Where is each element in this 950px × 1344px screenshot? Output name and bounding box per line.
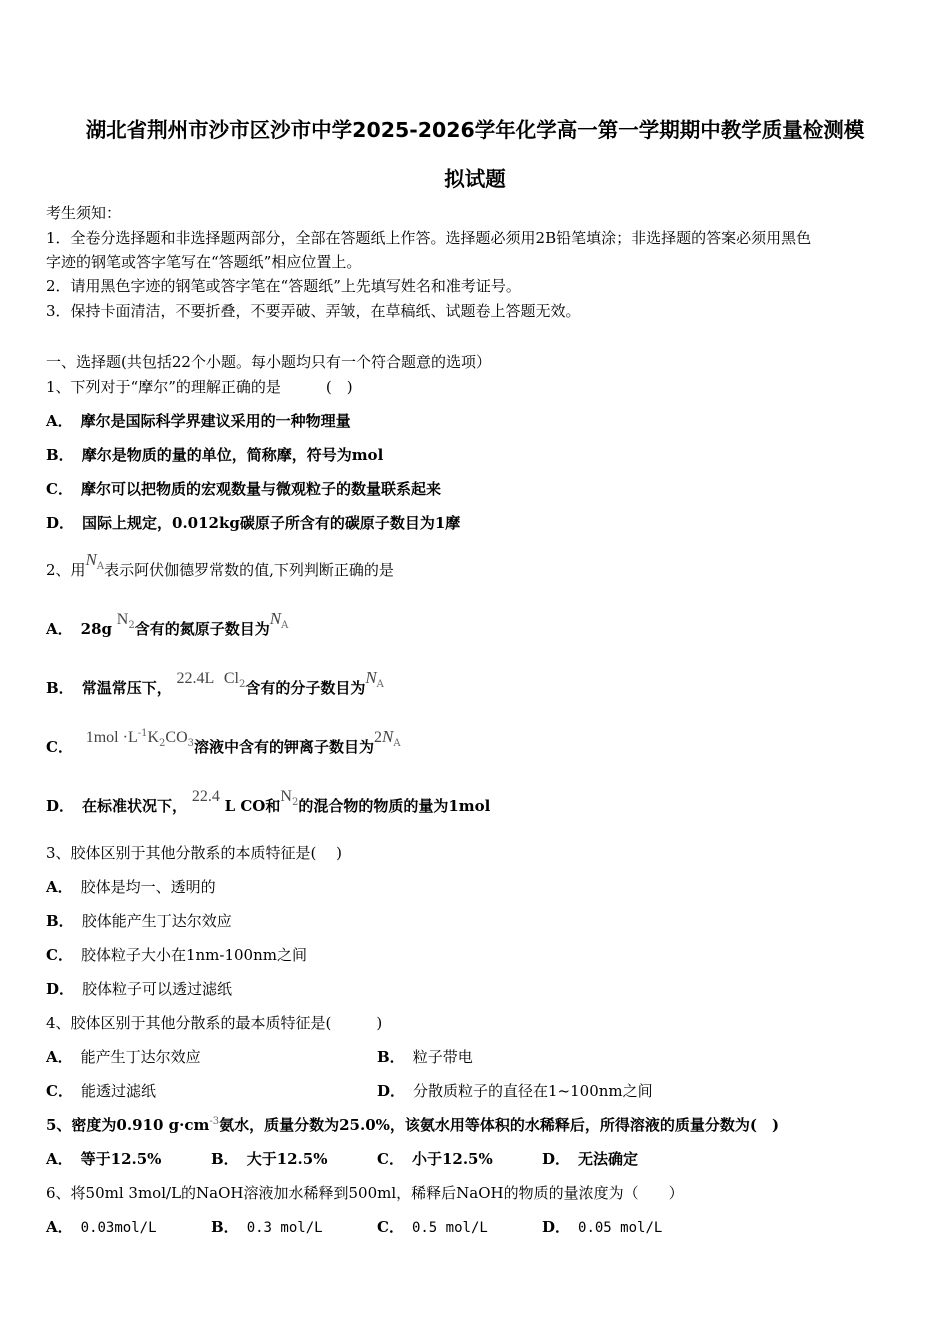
notice-item-3: 3．保持卡面清洁，不要折叠，不要弄破、弄皱，在草稿纸、试题卷上答题无效。 — [46, 302, 581, 320]
q2-option-b: B． 常温常压下， 22.4L $Cl_2$含有的分子数目为$N_A$ — [46, 668, 384, 697]
notice-heading: 考生须知： — [46, 204, 122, 222]
q5-stem: 5、密度为0.910 $g\cdot cm^{-3}$氨水，质量分数为25.0%，该氨水用等体积的水稀释后，所得溶液的质量分数为( ) — [46, 1116, 780, 1134]
q4-option-d: D． 分散质粒子的直径在1~100nm之间 — [377, 1082, 653, 1100]
q5-option-b: B． 大于12.5% — [211, 1150, 328, 1168]
q1-option-d: D． 国际上规定，0.012kg碳原子所含有的碳原子数目为1摩 — [46, 514, 461, 532]
avogadro-symbol: $N_A$ — [85, 550, 105, 572]
page-title-continued: 拟试题 — [444, 167, 506, 191]
notice-item-1: 1．全卷分选择题和非选择题两部分，全部在答题纸上作答。选择题必须用2B铅笔填涂；非选择题的答案必须用黑色 — [46, 229, 812, 247]
q4-stem: 4、胶体区别于其他分散系的最本质特征是( ) — [46, 1014, 383, 1032]
q6-option-b: B． 0.3 mol/L — [211, 1218, 323, 1236]
q3-option-d: D． 胶体粒子可以透过滤纸 — [46, 980, 233, 998]
q5-option-d: D． 无法确定 — [542, 1150, 639, 1168]
q2-stem: 2、用$N_A$表示阿伏伽德罗常数的值,下列判断正确的是 — [46, 550, 394, 579]
q5-option-a: A． 等于12.5% — [46, 1150, 162, 1168]
q3-option-a: A． 胶体是均一、透明的 — [46, 878, 216, 896]
q3-option-c: C． 胶体粒子大小在1nm-100nm之间 — [46, 946, 307, 964]
q6-option-c: C． 0.5 mol/L — [377, 1218, 488, 1236]
q4-option-c: C． 能透过滤纸 — [46, 1082, 156, 1100]
q2-option-a: A． 28g $N_2$含有的氮原子数目为$N_A$ — [46, 609, 289, 638]
q2-option-c: C． $1mol \cdot L^{-1}K_2CO_3$溶液中含有的钾离子数目为$2N_A$ — [46, 727, 401, 756]
notice-item-2: 2．请用黑色字迹的钢笔或答字笔在“答题纸”上先填写姓名和准考证号。 — [46, 277, 521, 295]
notice-item-1-continued: 字迹的钢笔或答字笔写在“答题纸”相应位置上。 — [46, 253, 362, 271]
q2-option-d: D． 在标准状况下， 22.4 L CO和$N_2$的混合物的物质的量为1mol — [46, 788, 491, 815]
q5-option-c: C． 小于12.5% — [377, 1150, 493, 1168]
q3-stem: 3、胶体区别于其他分散系的本质特征是( ) — [46, 844, 343, 862]
q1-stem: 1、下列对于“摩尔”的理解正确的是 ( ) — [46, 378, 353, 396]
q6-option-a: A． 0.03mol/L — [46, 1218, 157, 1236]
q1-option-b: B． 摩尔是物质的量的单位，简称摩，符号为mol — [46, 446, 384, 464]
q3-option-b: B． 胶体能产生丁达尔效应 — [46, 912, 232, 930]
q6-option-d: D． 0.05 mol/L — [542, 1218, 663, 1236]
page-title: 湖北省荆州市沙市区沙市中学2025-2026学年化学高一第一学期期中教学质量检测模 — [85, 118, 865, 142]
q1-option-a: A． 摩尔是国际科学界建议采用的一种物理量 — [46, 412, 351, 430]
q1-option-c: C． 摩尔可以把物质的宏观数量与微观粒子的数量联系起来 — [46, 480, 441, 498]
q4-option-a: A． 能产生丁达尔效应 — [46, 1048, 201, 1066]
q6-stem: 6、将50ml 3mol/L的NaOH溶液加水稀释到500ml，稀释后NaOH的物质的量浓度为（ ） — [46, 1184, 684, 1202]
section-heading: 一、选择题(共包括22个小题。每小题均只有一个符合题意的选项） — [46, 353, 491, 371]
q4-option-b: B． 粒子带电 — [377, 1048, 473, 1066]
